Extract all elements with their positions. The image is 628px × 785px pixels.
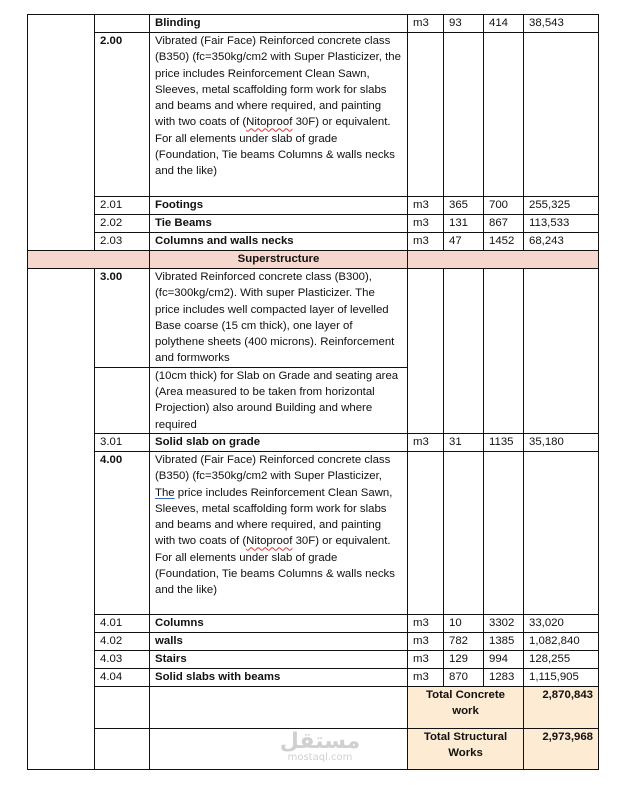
- blank-cell: [150, 686, 408, 728]
- item-number: 4.04: [95, 668, 150, 686]
- item-unit: m3: [408, 614, 444, 632]
- item-rate: 3302: [484, 614, 524, 632]
- item-number: 4.01: [95, 614, 150, 632]
- item-amount: 1,115,905: [524, 668, 599, 686]
- watermark-url: mostaql.com: [287, 752, 353, 763]
- item-amount: 1,082,840: [524, 632, 599, 650]
- item-number: [95, 15, 150, 33]
- item-qty: [444, 269, 484, 434]
- table-row-4-01: [28, 614, 599, 632]
- item-rate: [484, 33, 524, 197]
- item-amount: 35,180: [524, 433, 599, 451]
- item-qty: [444, 451, 484, 614]
- item-rate: 1452: [484, 233, 524, 251]
- section-row-superstructure: [28, 251, 599, 269]
- item-qty: 47: [444, 233, 484, 251]
- grammar-check-word: The: [155, 486, 175, 499]
- item-description: [150, 33, 408, 197]
- item-number: 3.00: [95, 269, 150, 368]
- item-qty: 93: [444, 15, 484, 33]
- item-number: 2.03: [95, 233, 150, 251]
- item-unit: m3: [408, 197, 444, 215]
- item-description: (10cm thick) for Slab on Grade and seating area (Area measured to be taken from horizontal Projection) also around Building and where required: [150, 367, 408, 433]
- spellcheck-word: Nitoproof: [246, 116, 293, 129]
- total-structural-value: 2,973,968: [524, 728, 599, 769]
- blank-cell: [150, 728, 408, 769]
- total-concrete-value: 2,870,843: [524, 686, 599, 728]
- blank-cell: [95, 728, 150, 769]
- total-row-structural: [28, 728, 599, 769]
- item-amount: [524, 33, 599, 197]
- section-blank-cell: [28, 251, 150, 269]
- total-concrete-label: Total Concrete work: [408, 686, 524, 728]
- blank-cell: [95, 686, 150, 728]
- item-rate: 1283: [484, 668, 524, 686]
- item-unit: m3: [408, 15, 444, 33]
- item-unit: [408, 451, 444, 614]
- item-unit: [408, 269, 444, 434]
- bill-of-quantities-table: [27, 14, 599, 770]
- item-qty: 31: [444, 433, 484, 451]
- table-row-2-02: [28, 215, 599, 233]
- watermark-logo: مستقل: [279, 728, 361, 753]
- item-description: Columns and walls necks: [150, 233, 408, 251]
- desc-text: 30F) or equivalent. For all elements under slab of grade (Foundation, Tie beams Columns & walls necks and the like): [155, 535, 395, 597]
- item-amount: 113,533: [524, 215, 599, 233]
- item-number: 4.03: [95, 650, 150, 668]
- item-number: [95, 367, 150, 433]
- table-row-2-00: [28, 33, 599, 197]
- desc-text: 30F) or equivalent. For all elements under slab of grade (Foundation, Tie beams Columns & walls necks and the like): [155, 116, 395, 178]
- item-unit: m3: [408, 433, 444, 451]
- item-description: Stairs: [150, 650, 408, 668]
- item-qty: 870: [444, 668, 484, 686]
- item-amount: 33,020: [524, 614, 599, 632]
- desc-text: Vibrated (Fair Face) Reinforced concrete class (B350) (fc=350kg/cm2 with Super Plasticizer, the price includes Reinforcement Clean Sawn, Sleeves, metal scaffolding form work for slabs and beams and where required, and painting with two coats of (: [155, 35, 401, 129]
- item-number: 2.02: [95, 215, 150, 233]
- item-amount: [524, 451, 599, 614]
- item-description: Solid slab on grade: [150, 433, 408, 451]
- item-unit: m3: [408, 632, 444, 650]
- item-unit: m3: [408, 668, 444, 686]
- table-row-3-00: [28, 269, 599, 368]
- item-rate: 867: [484, 215, 524, 233]
- total-structural-label: Total Structural Works: [408, 728, 524, 769]
- item-rate: [484, 269, 524, 434]
- item-description: Footings: [150, 197, 408, 215]
- item-amount: 38,543: [524, 15, 599, 33]
- spellcheck-word: Nitoproof: [246, 535, 293, 548]
- item-rate: 700: [484, 197, 524, 215]
- item-rate: 1135: [484, 433, 524, 451]
- item-qty: 782: [444, 632, 484, 650]
- item-amount: 255,325: [524, 197, 599, 215]
- item-qty: 131: [444, 215, 484, 233]
- item-amount: 68,243: [524, 233, 599, 251]
- item-description: Solid slabs with beams: [150, 668, 408, 686]
- item-rate: [484, 451, 524, 614]
- item-amount: 128,255: [524, 650, 599, 668]
- item-number: 2.01: [95, 197, 150, 215]
- item-rate: 1385: [484, 632, 524, 650]
- item-unit: m3: [408, 650, 444, 668]
- item-description: Blinding: [150, 15, 408, 33]
- item-number: 4.00: [95, 451, 150, 614]
- item-description: Tie Beams: [150, 215, 408, 233]
- item-number: 2.00: [95, 33, 150, 197]
- item-amount: [524, 269, 599, 434]
- section-title: Superstructure: [150, 251, 408, 269]
- table-row-4-00: [28, 451, 599, 614]
- table-row-2-01: [28, 197, 599, 215]
- table-row-4-04: [28, 668, 599, 686]
- item-unit: m3: [408, 215, 444, 233]
- item-qty: 10: [444, 614, 484, 632]
- desc-text: price includes Reinforcement Clean Sawn, Sleeves, metal scaffolding form work for slabs and beams and where required, and painting with two coats of (: [155, 486, 393, 548]
- item-unit: [408, 33, 444, 197]
- table-row-4-02: [28, 632, 599, 650]
- group-cell: [28, 269, 95, 770]
- item-qty: 365: [444, 197, 484, 215]
- section-blank-cell: [408, 251, 599, 269]
- total-row-concrete: [28, 686, 599, 728]
- table-row-4-03: [28, 650, 599, 668]
- group-cell: [28, 15, 95, 251]
- table-row-blinding: [28, 15, 599, 33]
- item-description: walls: [150, 632, 408, 650]
- item-qty: [444, 33, 484, 197]
- item-number: 3.01: [95, 433, 150, 451]
- item-unit: m3: [408, 233, 444, 251]
- item-description: Vibrated Reinforced concrete class (B300), (fc=300kg/cm2). With super Plasticizer. The price includes well compacted layer of levelled Base coarse (15 cm thick), one layer of polythene sheets (400 microns). Reinforcement and formworks: [150, 269, 408, 368]
- table-row-3-01: [28, 433, 599, 451]
- table-row-2-03: [28, 233, 599, 251]
- item-description: Columns: [150, 614, 408, 632]
- item-number: 4.02: [95, 632, 150, 650]
- item-description: [150, 451, 408, 614]
- item-rate: 994: [484, 650, 524, 668]
- item-rate: 414: [484, 15, 524, 33]
- desc-text: Vibrated (Fair Face) Reinforced concrete class (B350) (fc=350kg/cm2 with Super Plasticizer,: [155, 453, 391, 483]
- item-qty: 129: [444, 650, 484, 668]
